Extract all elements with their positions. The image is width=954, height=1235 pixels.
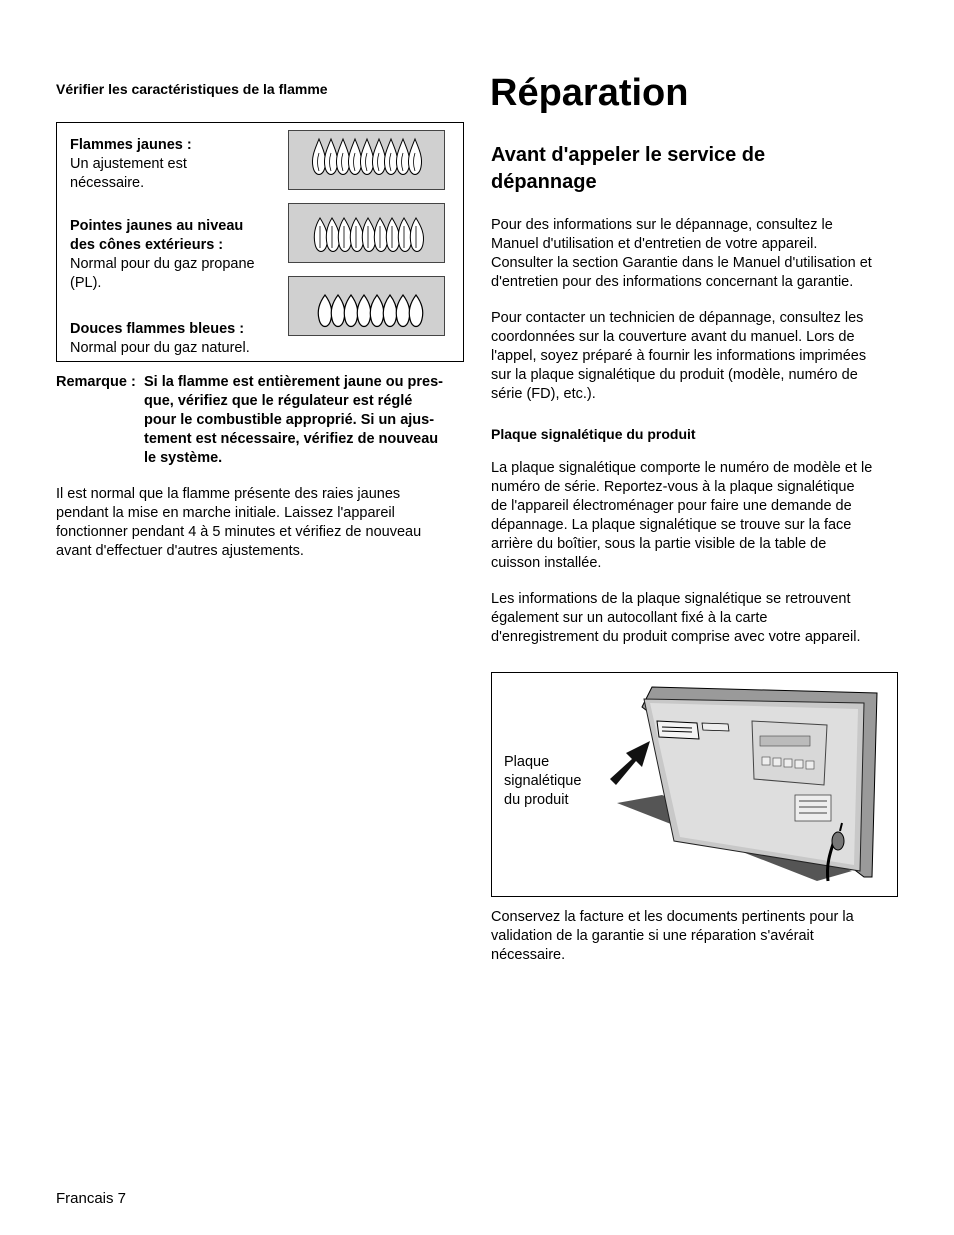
paragraph-line: dépannage. La plaque signalétique se trouve sur la face (491, 517, 852, 533)
note-line: pour le combustible approprié. Si un ajus- (144, 412, 435, 428)
paragraph-line: coordonnées sur la couverture avant du manuel. Lors de (491, 329, 855, 345)
note-line: le système. (144, 450, 223, 466)
paragraph-line: numéro de série. Reportez-vous à la plaque signalétique (491, 479, 855, 495)
rating-plate-figure (491, 672, 898, 897)
flame-desc: nécessaire. (70, 175, 145, 191)
subtitle-line: Avant d'appeler le service de (491, 144, 766, 166)
paragraph-rating-plate (491, 459, 872, 573)
flame-characteristics-box (56, 122, 464, 362)
flame-section-heading: Vérifier les caractéristiques de la flamme (56, 81, 328, 97)
flame-desc: Un ajustement est (70, 156, 187, 172)
blue-flames-image (288, 276, 445, 336)
paragraph-line: Il est normal que la flamme présente des raies jaunes (56, 486, 401, 502)
paragraph-line: pendant la mise en marche initiale. Laissez l'appareil (56, 505, 395, 521)
paragraph-line: Consulter la section Garantie dans le Manuel d'utilisation et (491, 255, 872, 271)
paragraph-contact (491, 309, 866, 404)
note-label: Remarque : (56, 374, 136, 390)
flame-desc: Normal pour du gaz propane (70, 256, 255, 272)
paragraph-warranty (491, 908, 854, 965)
flame-desc: Normal pour du gaz naturel. (70, 340, 250, 356)
paragraph-line: avant d'effectuer d'autres ajustements. (56, 543, 304, 559)
paragraph-sticker (491, 590, 861, 647)
flame-title: Douces flammes bleues : (70, 321, 245, 337)
flame-item-yellow-tips (70, 217, 255, 293)
page-footer: Francais 7 (56, 1190, 127, 1207)
flame-title: des cônes extérieurs : (70, 237, 224, 253)
paragraph-line: Les informations de la plaque signalétique se retrouvent (491, 591, 851, 607)
paragraph-line: validation de la garantie si une réparation s'avérait (491, 928, 814, 944)
figure-label (504, 753, 581, 810)
paragraph-line: Conservez la facture et les documents pertinents pour la (491, 909, 854, 925)
page-title: Réparation (490, 72, 689, 114)
rating-plate-heading: Plaque signalétique du produit (491, 426, 696, 442)
paragraph-line: sur la plaque signalétique du produit (modèle, numéro de (491, 367, 858, 383)
paragraph-line: également sur un autocollant fixé à la carte (491, 610, 768, 626)
paragraph-line: d'entretien pour des informations concernant la garantie. (491, 274, 854, 290)
paragraph-line: nécessaire. (491, 947, 566, 963)
paragraph-line: Pour des informations sur le dépannage, consultez le (491, 217, 833, 233)
figure-label-line: du produit (504, 792, 569, 808)
flame-title: Flammes jaunes : (70, 137, 192, 153)
paragraph-troubleshooting (491, 216, 872, 292)
paragraph-line: cuisson installée. (491, 555, 602, 571)
paragraph-line: l'appel, soyez préparé à fournir les informations imprimées (491, 348, 867, 364)
note-line: tement est nécessaire, vérifiez de nouveau (144, 431, 439, 447)
subtitle-line: dépannage (491, 171, 597, 193)
flame-item-blue (70, 320, 250, 358)
yellow-tip-flames-image (288, 203, 445, 263)
paragraph-line: La plaque signalétique comporte le numéro de modèle et le (491, 460, 873, 476)
section-subtitle (491, 142, 765, 196)
paragraph-line: de l'appareil électroménager pour faire une demande de (491, 498, 852, 514)
paragraph-line: Manuel d'utilisation et d'entretien de votre appareil. (491, 236, 818, 252)
flame-title: Pointes jaunes au niveau (70, 218, 244, 234)
figure-label-line: signalétique (504, 773, 582, 789)
note-line: que, vérifiez que le régulateur est réglé (144, 393, 413, 409)
flame-desc: (PL). (70, 275, 102, 291)
paragraph-line: série (FD), etc.). (491, 386, 596, 402)
paragraph-line: d'enregistrement du produit comprise avec votre appareil. (491, 629, 861, 645)
paragraph-line: fonctionner pendant 4 à 5 minutes et vérifiez de nouveau (56, 524, 422, 540)
figure-label-line: Plaque (504, 754, 550, 770)
paragraph-line: arrière du boîtier, sous la partie visible de la table de (491, 536, 827, 552)
cooktop-illustration (602, 681, 892, 891)
note-text (144, 373, 443, 468)
note-line: Si la flamme est entièrement jaune ou pres- (144, 374, 443, 390)
paragraph-line: Pour contacter un technicien de dépannage, consultez les (491, 310, 864, 326)
yellow-flames-image (288, 130, 445, 190)
flame-paragraph (56, 485, 421, 561)
flame-item-yellow (70, 136, 192, 193)
